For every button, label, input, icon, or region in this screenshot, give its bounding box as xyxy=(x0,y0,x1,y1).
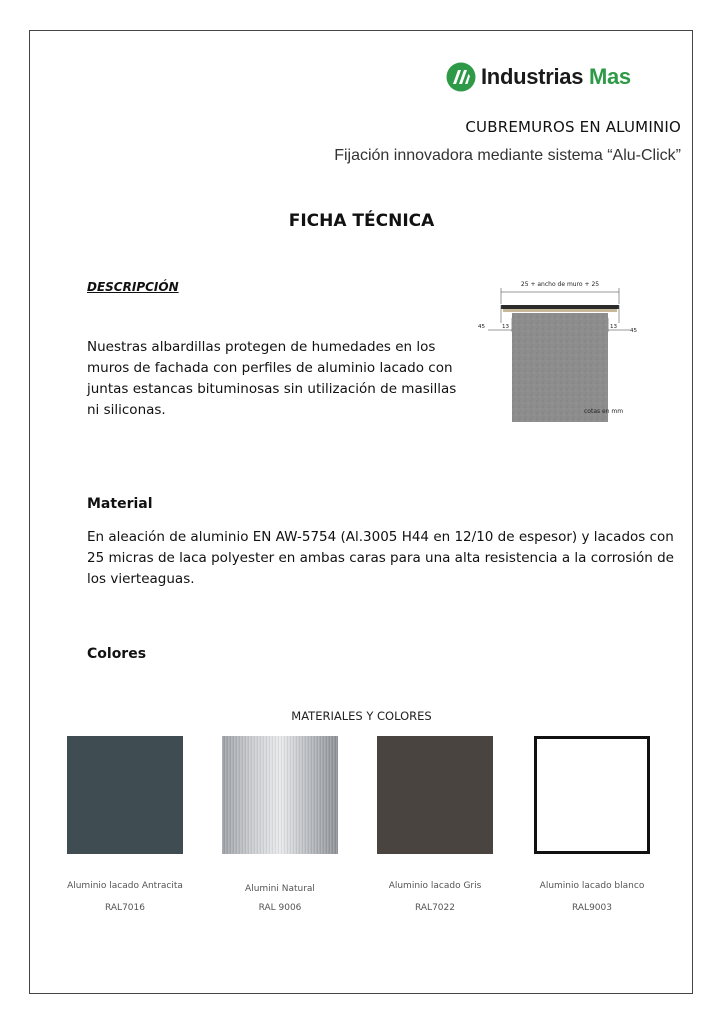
swatch-label-antracita: Aluminio lacado Antracita xyxy=(67,881,183,891)
brand-name-part2: Mas xyxy=(588,64,631,89)
swatch-code-gris: RAL7022 xyxy=(415,903,455,913)
swatches-title: MATERIALES Y COLORES xyxy=(291,709,432,723)
diagram-top-label: 25 + ancho de muro + 25 xyxy=(520,281,600,288)
brand-name xyxy=(481,64,631,90)
material-body: En aleación de aluminio EN AW-5754 (Al.3005 H44 en 12/10 de espesor) y lacados con 25 micras de laca polyester en ambas caras para una alta resistencia a la corrosión de los vierteaguas. xyxy=(87,529,674,587)
swatch-label-blanco: Aluminio lacado blanco xyxy=(539,881,645,891)
swatch-gris xyxy=(377,736,493,854)
swatch-blanco xyxy=(534,736,650,854)
diagram-right-inner: 13 xyxy=(610,324,617,330)
swatch-antracita xyxy=(67,736,183,854)
description-heading: DESCRIPCIÓN xyxy=(87,280,179,294)
diagram-units-note: cotas en mm xyxy=(584,408,624,415)
bituminous-joint xyxy=(503,309,617,312)
diagram-left-outer: 45 xyxy=(478,324,485,330)
diagram-left-inner: 13 xyxy=(502,324,509,330)
diagram-right-outer: 45 xyxy=(630,328,637,334)
description-body: Nuestras albardillas protegen de humedades en los muros de fachada con perfiles de aluminio lacado con juntas estancas bituminosas sin utilización de masillas ni siliconas. xyxy=(87,339,457,418)
swatch-code-blanco: RAL9003 xyxy=(572,903,612,913)
industrias-mas-logo-icon xyxy=(446,62,476,92)
swatch-code-antracita: RAL7016 xyxy=(105,903,145,913)
material-heading: Material xyxy=(87,496,153,512)
swatch-code-natural: RAL 9006 xyxy=(258,903,302,913)
swatch-label-gris: Aluminio lacado Gris xyxy=(388,881,482,891)
brand-name-part1: Industrias xyxy=(481,64,584,89)
coping-profile xyxy=(501,305,619,309)
swatch-natural xyxy=(222,736,338,854)
product-title: CUBREMUROS EN ALUMINIO xyxy=(465,118,681,136)
product-subtitle: Fijación innovadora mediante sistema “Alu-Click” xyxy=(334,147,681,164)
cross-section-diagram xyxy=(470,274,640,426)
brushed-aluminium-texture xyxy=(222,736,338,854)
wall-section xyxy=(512,313,608,422)
document-title: FICHA TÉCNICA xyxy=(288,211,435,231)
brand-logo xyxy=(446,60,631,94)
colors-heading: Colores xyxy=(87,646,147,662)
swatch-label-natural: Alumini Natural xyxy=(245,884,315,894)
